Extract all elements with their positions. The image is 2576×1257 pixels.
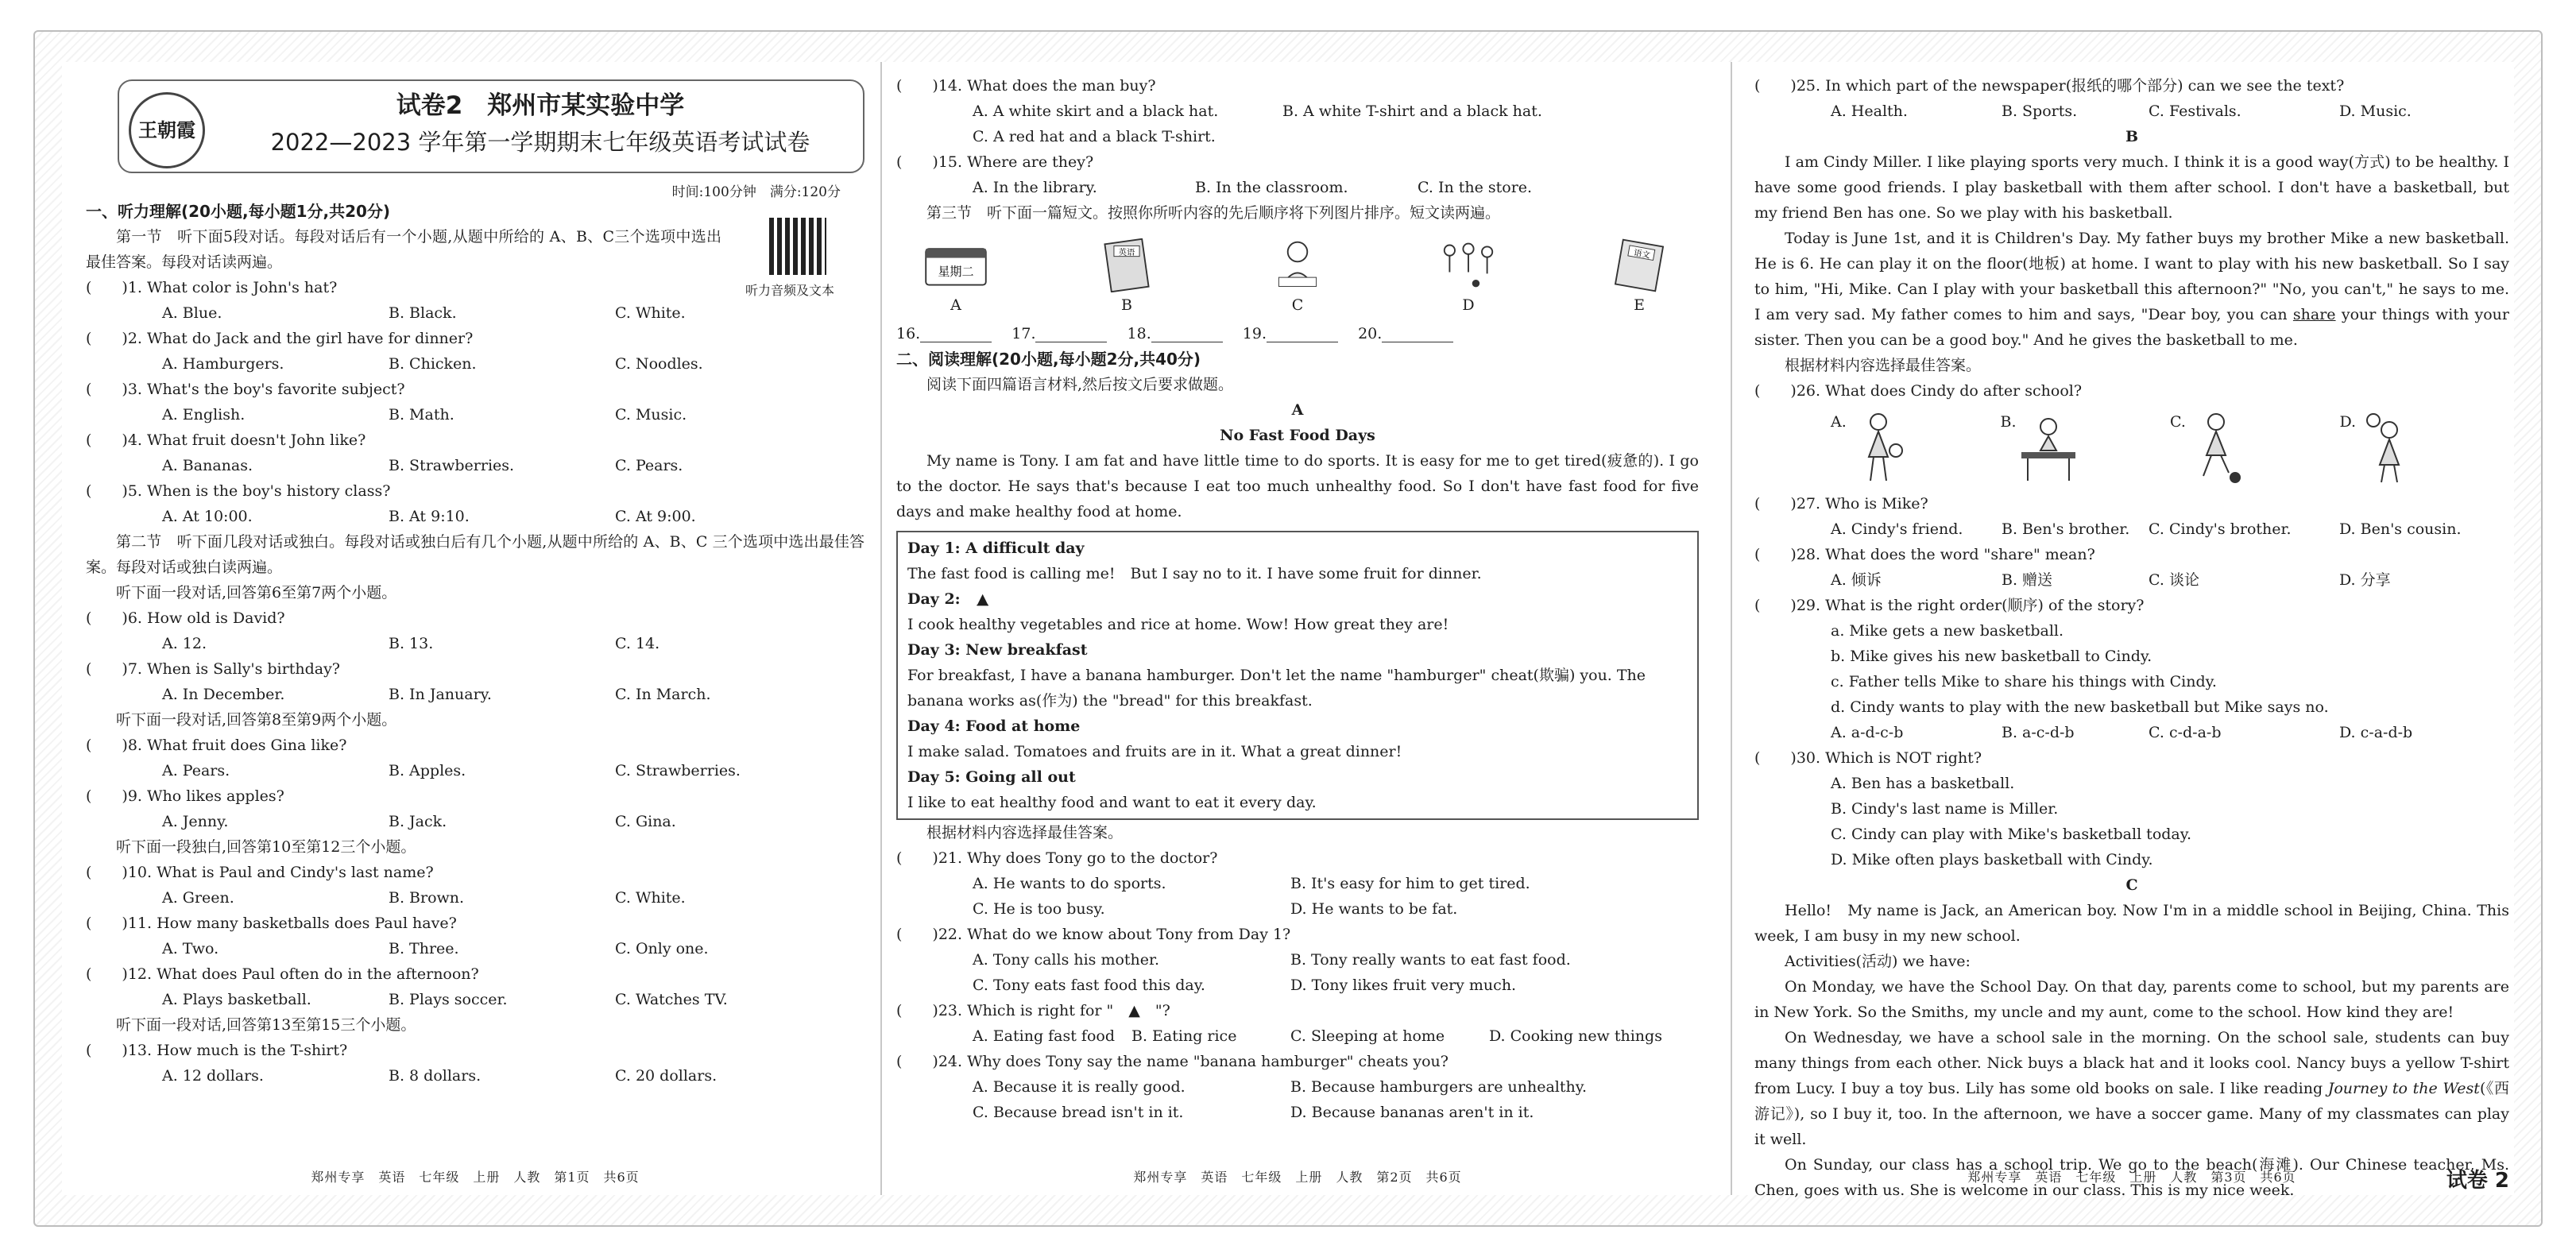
logo-seal: 王朝霞	[129, 92, 205, 168]
option[interactable]: A. a-d-c-b	[1831, 724, 1904, 741]
diary-box	[896, 531, 1699, 820]
column-2	[896, 62, 1699, 1195]
paper-title: 试卷2 郑州市某实验中学	[396, 91, 685, 120]
option[interactable]: A. Plays basketball.	[162, 991, 311, 1008]
page-footer: 郑州专享 英语 七年级 上册 人教 第3页 共6页	[1967, 1170, 2296, 1185]
picture-label: B	[1121, 296, 1132, 314]
picture-label: C	[1291, 296, 1304, 314]
question: ( )23. Which is right for " ▲ "?	[896, 1002, 1170, 1019]
instruction: 听下面一段对话,回答第8至第9两个小题。	[116, 711, 397, 729]
option[interactable]: A. Green.	[162, 889, 234, 907]
option-b[interactable]: B.	[2001, 409, 2171, 485]
passage-label: A	[1291, 401, 1304, 419]
passage-text: I am Cindy Miller. I like playing sports very much. I think it is a good way(方式) to be healthy. I have some good friends. I play basketball with them after school. I don't have a basketball, but my friend Ben has one. So we play with his basketball.	[1754, 153, 2509, 222]
option[interactable]: D. Cooking new things	[1489, 1027, 1662, 1045]
option[interactable]: B. Cindy's last name is Miller.	[1831, 800, 2059, 818]
option[interactable]: A. Because it is really good.	[973, 1078, 1186, 1096]
option[interactable]: A. Tony calls his mother.	[973, 951, 1160, 969]
instruction: 第一节 听下面5段对话。每段对话后有一个小题,从题中所给的 A、B、C三个选项中选出最佳答案。每段对话读两遍。	[86, 228, 721, 271]
option[interactable]: B. Brown.	[389, 889, 465, 907]
question: ( )4. What fruit doesn't John like?	[86, 431, 366, 449]
paper-header	[118, 79, 864, 173]
option[interactable]: B. A white T-shirt and a black hat.	[1282, 102, 1542, 120]
passage-text: Today is June 1st, and it is Children's Day. My father buys my brother Mike a new basketball. He is 6. He can play it on the floor(地板) at home. I want to play with his new basketball. So I say to him, "Hi, Mike. Can I play with your basketball this afternoon?" "No, you can't," he says to me. I am very sad. My father comes to him and says, "Dear boy, you can share your things with your sister. Then you can be a good boy." And he gives the basketball to me.	[1754, 230, 2510, 349]
girl-volleyball-icon	[2356, 409, 2419, 485]
blank-input[interactable]	[920, 327, 992, 342]
option[interactable]: C. In March.	[615, 686, 711, 703]
option[interactable]: A. In December.	[162, 686, 285, 703]
option[interactable]: A. Jenny.	[162, 813, 229, 830]
passage-title: No Fast Food Days	[1220, 427, 1375, 444]
girl-soccer-icon	[2186, 409, 2249, 485]
passage-text: On Sunday, our class has a school trip. We go to the beach(海滩). Our Chinese teacher, Ms. Chen, goes with us. She is welcome in our class. This is my nice week.	[1754, 1156, 2509, 1199]
page	[62, 62, 2514, 1199]
passage-label: C	[2125, 876, 2138, 894]
option[interactable]: B. Sports.	[2002, 102, 2078, 120]
section-title: 二、阅读理解(20小题,每小题2分,共40分)	[896, 350, 1201, 369]
option[interactable]: C. White.	[615, 304, 686, 322]
story-item: c. Father tells Mike to share his things with Cindy.	[1831, 673, 2217, 690]
question: ( )2. What do Jack and the girl have for dinner?	[86, 330, 474, 347]
calendar-text: 星期二	[938, 265, 974, 280]
column-3	[1754, 62, 2510, 1199]
option[interactable]: B. At 9:10.	[389, 508, 470, 525]
option[interactable]: C. Because bread isn't in it.	[973, 1104, 1184, 1121]
column-1	[86, 62, 864, 1195]
passage-label: B	[2125, 128, 2139, 145]
option[interactable]: C. Gina.	[615, 813, 676, 830]
question: ( )14. What does the man buy?	[896, 77, 1156, 95]
question: ( )13. How much is the T-shirt?	[86, 1042, 348, 1059]
student-writing-icon	[1262, 238, 1333, 292]
option[interactable]: B. In January.	[389, 686, 492, 703]
option[interactable]: D. Because bananas aren't in it.	[1290, 1104, 1534, 1121]
option[interactable]: C. 14.	[615, 635, 660, 652]
question: ( )28. What does the word "share" mean?	[1754, 546, 2095, 563]
paper-subtitle: 2022—2023 学年第一学期期末七年级英语考试试卷	[270, 129, 810, 156]
option[interactable]: A. 12.	[162, 635, 207, 652]
option[interactable]: B. Jack.	[389, 813, 447, 830]
question: ( )9. Who likes apples?	[86, 787, 284, 805]
picture-b[interactable]	[1083, 238, 1170, 318]
option[interactable]: C. He is too busy.	[973, 900, 1105, 918]
option[interactable]: C. Noodles.	[615, 355, 703, 373]
day-text: The fast food is calling me! But I say no to it. I have some fruit for dinner.	[907, 565, 1482, 582]
question: ( )8. What fruit does Gina like?	[86, 737, 347, 754]
option[interactable]: C. Pears.	[615, 457, 683, 474]
question: ( )10. What is Paul and Cindy's last name?	[86, 864, 434, 881]
day-title: Day 1: A difficult day	[907, 540, 1085, 557]
option[interactable]: A. Ben has a basketball.	[1831, 775, 2015, 792]
option[interactable]: D. Tony likes fruit very much.	[1290, 977, 1517, 994]
option[interactable]: C. A red hat and a black T-shirt.	[973, 128, 1216, 145]
question: ( )29. What is the right order(顺序) of the story?	[1754, 597, 2145, 614]
option[interactable]: D. Music.	[2339, 102, 2412, 120]
time-info: 时间:100分钟 满分:120分	[671, 184, 841, 200]
picture-label: A	[950, 296, 961, 314]
option[interactable]: D. Mike often plays basketball with Cindy.	[1831, 851, 2153, 868]
option[interactable]: A. A white skirt and a black hat.	[973, 102, 1219, 120]
option[interactable]: C. Watches TV.	[615, 991, 728, 1008]
option[interactable]: A. Bananas.	[162, 457, 253, 474]
instruction: 根据材料内容选择最佳答案。	[926, 824, 1124, 841]
option[interactable]: C. Only one.	[615, 940, 709, 957]
question: ( )15. Where are they?	[896, 153, 1094, 171]
option[interactable]: C. 20 dollars.	[615, 1067, 717, 1085]
option[interactable]: A. Pears.	[162, 762, 230, 779]
picture-c[interactable]	[1254, 238, 1341, 318]
option[interactable]: C. Cindy's brother.	[2149, 520, 2292, 538]
ping-pong-icon	[2017, 409, 2080, 485]
instruction: 第三节 听下面一篇短文。按照你所听内容的先后顺序将下列图片排序。短文读两遍。	[926, 204, 1501, 222]
option[interactable]: B. In the classroom.	[1195, 179, 1348, 196]
day-title: Day 5: Going all out	[907, 768, 1076, 786]
option-c[interactable]: C.	[2170, 409, 2340, 485]
question: ( )12. What does Paul often do in the afternoon?	[86, 965, 479, 983]
girl-basketball-icon	[1847, 409, 1910, 485]
answer-blanks: 16. 17. 18. 19. 20.	[896, 321, 1699, 346]
question: ( )11. How many basketballs does Paul have?	[86, 915, 457, 932]
option[interactable]: C. In the store.	[1418, 179, 1533, 196]
question: ( )26. What does Cindy do after school?	[1754, 382, 2083, 400]
column-divider	[880, 62, 882, 1195]
question: ( )3. What's the boy's favorite subject?	[86, 381, 405, 398]
option-a[interactable]: A.	[1831, 409, 2001, 485]
instruction: 阅读下面四篇语言材料,然后按文后要求做题。	[926, 376, 1234, 393]
book-text: 语文	[1633, 248, 1651, 261]
page-footer: 郑州专享 英语 七年级 上册 人教 第1页 共6页	[311, 1170, 640, 1185]
blank-input[interactable]	[1151, 327, 1223, 342]
option[interactable]: C. Tony eats fast food this day.	[973, 977, 1205, 994]
option[interactable]: C. White.	[615, 889, 686, 907]
option[interactable]: B. Black.	[389, 304, 457, 322]
passage-text: My name is Tony. I am fat and have little time to do sports. It is easy for me to get tired(疲惫的). I go to the doctor. He says that's because I eat too much unhealthy food. So I don't have fast food for five days and make healthy food at home.	[896, 452, 1699, 520]
question: ( )24. Why does Tony say the name "banana hamburger" cheats you?	[896, 1053, 1449, 1070]
section-title: 一、听力理解(20小题,每小题1分,共20分)	[86, 202, 391, 221]
question: ( )27. Who is Mike?	[1754, 495, 1928, 512]
instruction: 听下面一段对话,回答第13至第15三个小题。	[116, 1016, 416, 1034]
story-item: d. Cindy wants to play with the new basketball but Mike says no.	[1831, 698, 2329, 716]
option[interactable]: B. 赠送	[2002, 571, 2053, 589]
option[interactable]: C. Strawberries.	[615, 762, 741, 779]
picture-e[interactable]	[1595, 238, 1683, 318]
option[interactable]: B. Chicken.	[389, 355, 477, 373]
option[interactable]: B. 8 dollars.	[389, 1067, 482, 1085]
picture-options	[1754, 404, 2509, 491]
option[interactable]: B. Ben's brother.	[2002, 520, 2130, 538]
kids-playing-icon	[1433, 238, 1504, 292]
story-item: b. Mike gives his new basketball to Cindy.	[1831, 648, 2152, 665]
question: ( )21. Why does Tony go to the doctor?	[896, 849, 1218, 867]
calendar-icon	[920, 238, 992, 292]
option[interactable]: B. Tony really wants to eat fast food.	[1290, 951, 1571, 969]
instruction: 第二节 听下面几段对话或独白。每段对话或独白后有几个小题,从题中所给的 A、B、C 三个选项中选出最佳答案。每段对话或独白读两遍。	[86, 533, 864, 576]
blank-input[interactable]	[1035, 327, 1107, 342]
picture-label: E	[1634, 296, 1645, 314]
picture-a[interactable]	[912, 238, 1000, 318]
option[interactable]: C. 谈论	[2149, 571, 2199, 589]
english-book-icon	[1091, 238, 1162, 292]
question: ( )1. What color is John's hat?	[86, 279, 338, 296]
option[interactable]: B. Strawberries.	[389, 457, 515, 474]
option[interactable]: A. 12 dollars.	[162, 1067, 264, 1085]
option[interactable]: B. Apples.	[389, 762, 466, 779]
passage-text: On Monday, we have the School Day. On that day, parents come to school, but my parents are in New York. So the Smiths, my uncle and my aunt, come to the school. How kind they are!	[1754, 978, 2509, 1021]
option[interactable]: A. In the library.	[973, 179, 1097, 196]
option[interactable]: A. At 10:00.	[162, 508, 253, 525]
paper-number: 试卷 2	[2446, 1169, 2509, 1193]
day-title: Day 4: Food at home	[907, 717, 1081, 735]
book-text: 英语	[1118, 247, 1135, 257]
option[interactable]: A. Eating fast food	[973, 1027, 1116, 1045]
chinese-book-icon	[1603, 238, 1675, 292]
day-title: Day 3: New breakfast	[907, 641, 1088, 659]
option[interactable]: C. Music.	[615, 406, 687, 424]
option[interactable]: C. Sleeping at home	[1290, 1027, 1445, 1045]
qr-label: 听力音频及文本	[745, 283, 835, 298]
option[interactable]: D. Ben's cousin.	[2339, 520, 2462, 538]
option[interactable]: A. English.	[162, 406, 246, 424]
instruction: 听下面一段独白,回答第10至第12三个小题。	[116, 838, 416, 856]
option[interactable]: A. He wants to do sports.	[973, 875, 1166, 892]
instruction: 听下面一段对话,回答第6至第7两个小题。	[116, 584, 397, 601]
question: ( )30. Which is NOT right?	[1754, 749, 1982, 767]
picture-row	[896, 230, 1699, 318]
question: ( )5. When is the boy's history class?	[86, 482, 391, 500]
option[interactable]: C. Cindy can play with Mike's basketball today.	[1831, 826, 2191, 843]
option[interactable]: B. Eating rice	[1131, 1027, 1237, 1045]
question: ( )25. In which part of the newspaper(报纸的哪个部分) can we see the text?	[1754, 77, 2345, 95]
option[interactable]: D. c-a-d-b	[2339, 724, 2413, 741]
question: ( )6. How old is David?	[86, 609, 285, 627]
option[interactable]: A. 倾诉	[1831, 571, 1882, 589]
option[interactable]: B. Three.	[389, 940, 459, 957]
option[interactable]: C. Festivals.	[2149, 102, 2241, 120]
option[interactable]: D. He wants to be fat.	[1290, 900, 1458, 918]
option[interactable]: A. Hamburgers.	[162, 355, 284, 373]
option[interactable]: B. 13.	[389, 635, 434, 652]
column-divider	[1731, 62, 1732, 1195]
passage-text: On Wednesday, we have a school sale in the morning. On the school sale, students can buy many things from each other. Nick buys a black hat and it looks cool. Nancy buys a yellow T-shirt from Lucy. I buy a toy bus. Lily has some old books on sale. I like reading Journey to the West(《西游记》), so I buy it, too. In the afternoon, we have a soccer game. Many of my classmates can play it well.	[1754, 1029, 2509, 1148]
option[interactable]: A. Health.	[1831, 102, 1908, 120]
passage-text: Hello! My name is Jack, an American boy. Now I'm in a middle school in Beijing, China. This week, I am busy in my new school.	[1754, 902, 2509, 945]
option[interactable]: B. Because hamburgers are unhealthy.	[1290, 1078, 1588, 1096]
day-text: I like to eat healthy food and want to eat it every day.	[907, 794, 1317, 811]
story-item: a. Mike gets a new basketball.	[1831, 622, 2064, 640]
day-text: I make salad. Tomatoes and fruits are in it. What a great dinner!	[907, 743, 1402, 760]
day-title: Day 2: ▲	[907, 590, 988, 608]
option[interactable]: B. It's easy for him to get tired.	[1290, 875, 1530, 892]
option[interactable]: A. Two.	[162, 940, 219, 957]
picture-d[interactable]	[1425, 238, 1512, 318]
picture-label: D	[1462, 296, 1475, 314]
option[interactable]: C. c-d-a-b	[2149, 724, 2222, 741]
blank-input[interactable]	[1382, 327, 1453, 342]
question: ( )7. When is Sally's birthday?	[86, 660, 340, 678]
question: ( )22. What do we know about Tony from Day 1?	[896, 926, 1291, 943]
day-text: For breakfast, I have a banana hamburger. Don't let the name "hamburger" cheat(欺骗) you. The banana works as(作为) the "bread" for this breakfast.	[907, 667, 1646, 710]
page-footer: 郑州专享 英语 七年级 上册 人教 第2页 共6页	[1133, 1170, 1462, 1185]
option-d[interactable]: D.	[2340, 409, 2510, 485]
instruction: 根据材料内容选择最佳答案。	[1785, 357, 1982, 374]
option[interactable]: C. At 9:00.	[615, 508, 696, 525]
passage-text: Activities(活动) we have:	[1785, 953, 1971, 970]
option[interactable]: D. 分享	[2339, 571, 2391, 589]
blank-input[interactable]	[1267, 327, 1338, 342]
day-text: I cook healthy vegetables and rice at home. Wow! How great they are!	[907, 616, 1449, 633]
option[interactable]: A. Blue.	[162, 304, 222, 322]
option[interactable]: B. a-c-d-b	[2002, 724, 2075, 741]
option[interactable]: B. Math.	[389, 406, 454, 424]
option[interactable]: A. Cindy's friend.	[1831, 520, 1963, 538]
option[interactable]: B. Plays soccer.	[389, 991, 508, 1008]
